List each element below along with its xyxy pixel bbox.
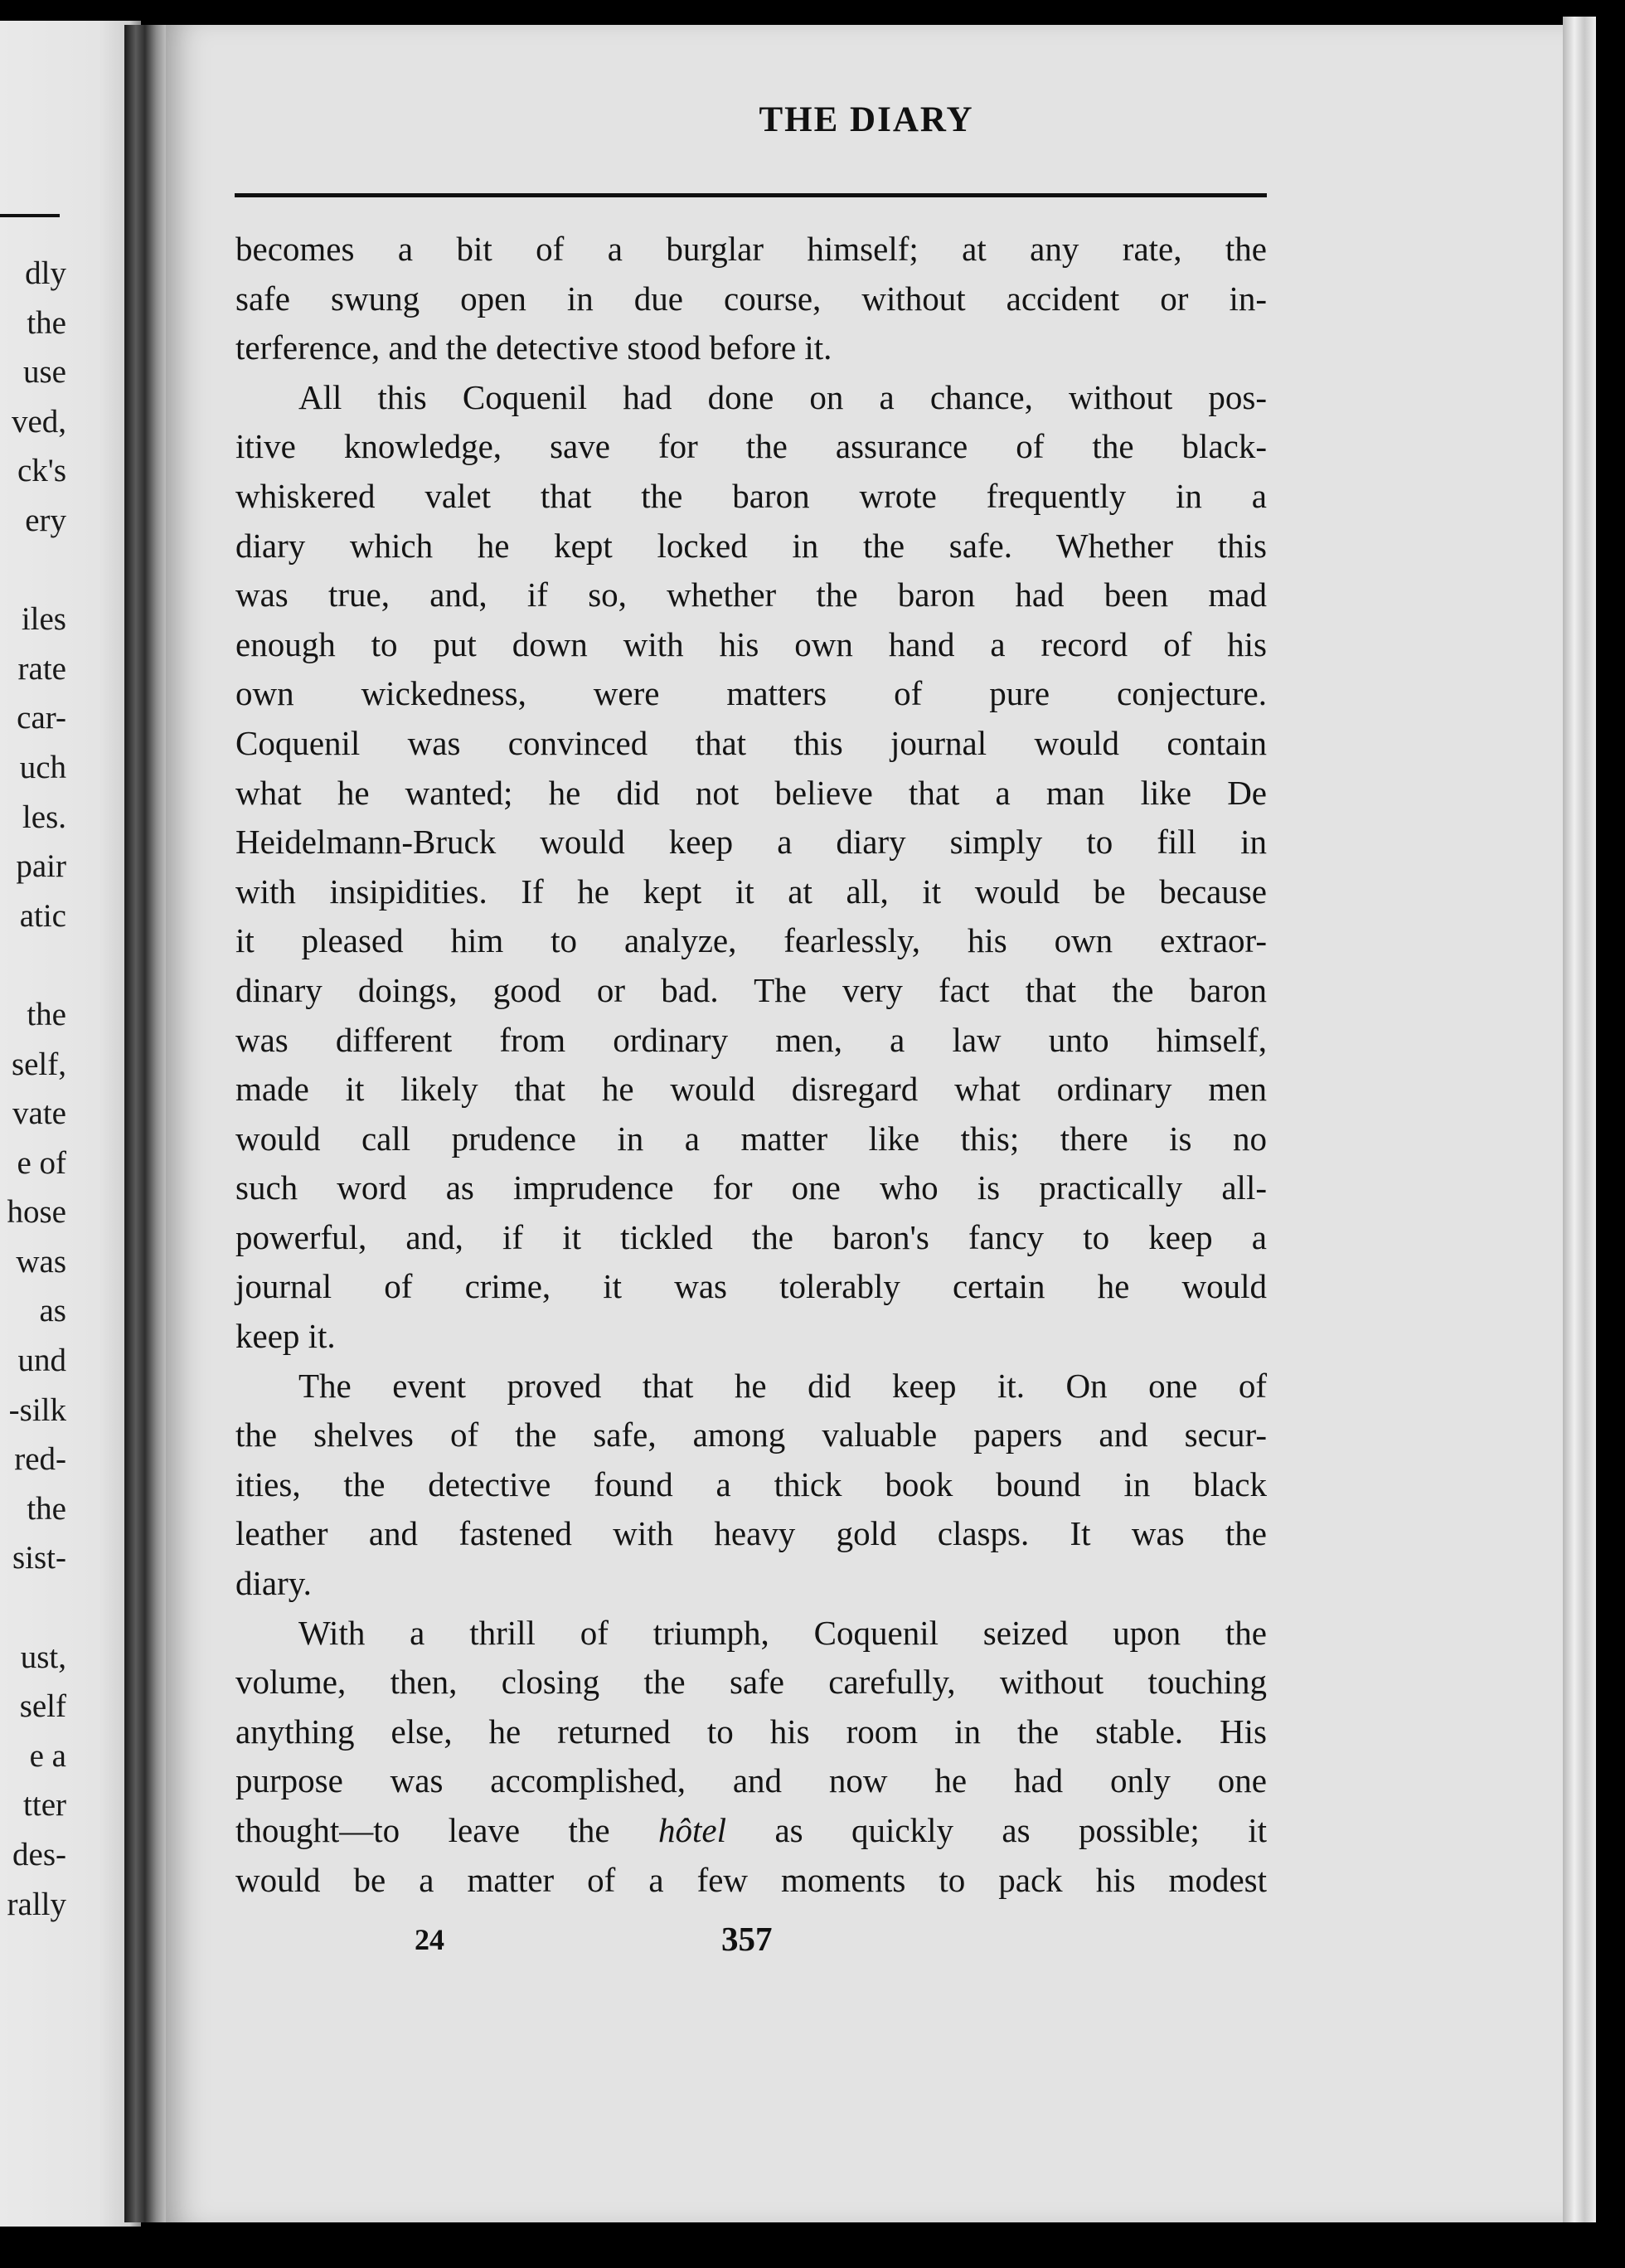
previous-page-line: the [27,996,66,1032]
text-line: what he wanted; he did not believe that a man like De [235,773,1267,812]
previous-page-line: as [39,1293,66,1329]
body-text [235,225,1267,1905]
text-line: was different from ordinary men, a law unto himself, [235,1020,1267,1059]
running-head-rule [235,193,1267,197]
text-line: itive knowledge, save for the assurance of the black- [235,427,1267,466]
text-line: Coquenil was convinced that this journal would contain [235,723,1267,762]
previous-page-line: pair [16,848,66,885]
previous-page-line: e a [29,1737,66,1774]
text-line: Heidelmann-Bruck would keep a diary simply to fill in [235,823,1267,862]
previous-page-line: sist- [12,1540,66,1576]
previous-page-line: red- [14,1441,66,1478]
previous-page-line: und [17,1343,66,1379]
previous-page-line: hose [7,1194,66,1231]
previous-page-line: ved, [11,403,66,440]
previous-page-line: the [27,1490,66,1527]
signature-mark: 24 [415,1923,444,1956]
text-line: terference, and the detective stood before it. [235,328,832,367]
text-line: thought—to leave the hôtel as quickly as possible; it [235,1811,1267,1849]
previous-page-line: des- [12,1837,66,1872]
previous-page-line: car- [17,700,66,736]
text-line: leather and fastened with heavy gold clasps. It was the [235,1514,1267,1553]
text-line: volume, then, closing the safe carefully, without touching [235,1663,1267,1702]
text-line: journal of crime, it was tolerably certain he would [235,1267,1267,1306]
text-line: diary which he kept locked in the safe. Whether this [235,526,1267,565]
text-line: would call prudence in a matter like this; there is no [235,1119,1267,1158]
text-line: own wickedness, were matters of pure conjecture. [235,674,1267,713]
text-line: ities, the detective found a thick book bound in black [235,1464,1267,1503]
previous-page-line: ery [25,502,66,538]
previous-page-line: atic [19,897,66,934]
previous-page-line: self [19,1688,66,1725]
text-line: powerful, and, if it tickled the baron's fancy to keep a [235,1217,1267,1256]
text-line: becomes a bit of a burglar himself; at any rate, the [235,230,1267,268]
text-line: with insipidities. If he kept it at all, it would be because [235,872,1267,911]
previous-page-line: -silk [8,1391,66,1428]
text-line: made it likely that he would disregard what ordinary men [235,1070,1267,1109]
previous-page-line: ust, [20,1639,66,1675]
previous-page-line [7,940,67,990]
previous-page-line: tter [23,1787,66,1824]
text-line: All this Coquenil had done on a chance, without pos- [298,377,1267,416]
previous-page-line: uch [19,749,66,785]
text-line: With a thrill of triumph, Coquenil seized upon the [298,1613,1267,1652]
previous-page-line: use [23,354,66,391]
text-line: diary. [235,1564,312,1603]
previous-page-line: self, [11,1046,66,1082]
previous-page-head-rule [0,214,60,217]
text-line: dinary doings, good or bad. The very fact that the baron [235,970,1267,1009]
text-line: such word as imprudence for one who is practically all- [235,1168,1267,1207]
text-line: keep it. [235,1317,336,1356]
previous-page-line: the [27,304,66,341]
text-line: whiskered valet that the baron wrote frequently in a [235,476,1267,515]
text-line: purpose was accomplished, and now he had only one [235,1761,1267,1800]
previous-page-line: les. [22,799,66,835]
previous-page-line: was [16,1243,66,1280]
italic-word: hôtel [658,1811,727,1849]
previous-page-line: dly [25,255,66,291]
page-edge [1563,17,1596,2222]
page-number: 357 [721,1920,773,1958]
previous-page-line [7,1583,67,1633]
text-line: would be a matter of a few moments to pack his modest [235,1860,1267,1899]
previous-page-line: vate [12,1095,66,1132]
book-gutter [124,25,170,2222]
previous-page-line: rate [17,650,66,687]
running-head: THE DIARY [759,100,974,139]
text-line: the shelves of the safe, among valuable papers and secur- [235,1416,1267,1455]
previous-page-line: rally [7,1886,66,1922]
text-line: anything else, he returned to his room in the stable. His [235,1712,1267,1751]
previous-page-line: e of [17,1144,66,1181]
text-line: The event proved that he did keep it. On one of [298,1366,1267,1405]
previous-page-text-fragments [7,249,67,1929]
previous-page-line [7,546,67,595]
text-line: enough to put down with his own hand a record of his [235,624,1267,663]
previous-page-line: ck's [17,453,66,489]
previous-page-line: iles [21,601,66,638]
previous-page-fragment [0,21,141,2227]
text-line: was true, and, if so, whether the baron had been mad [235,575,1267,614]
text-line: safe swung open in due course, without accident or in- [235,279,1267,318]
text-line: it pleased him to analyze, fearlessly, his own extraor- [235,921,1267,960]
